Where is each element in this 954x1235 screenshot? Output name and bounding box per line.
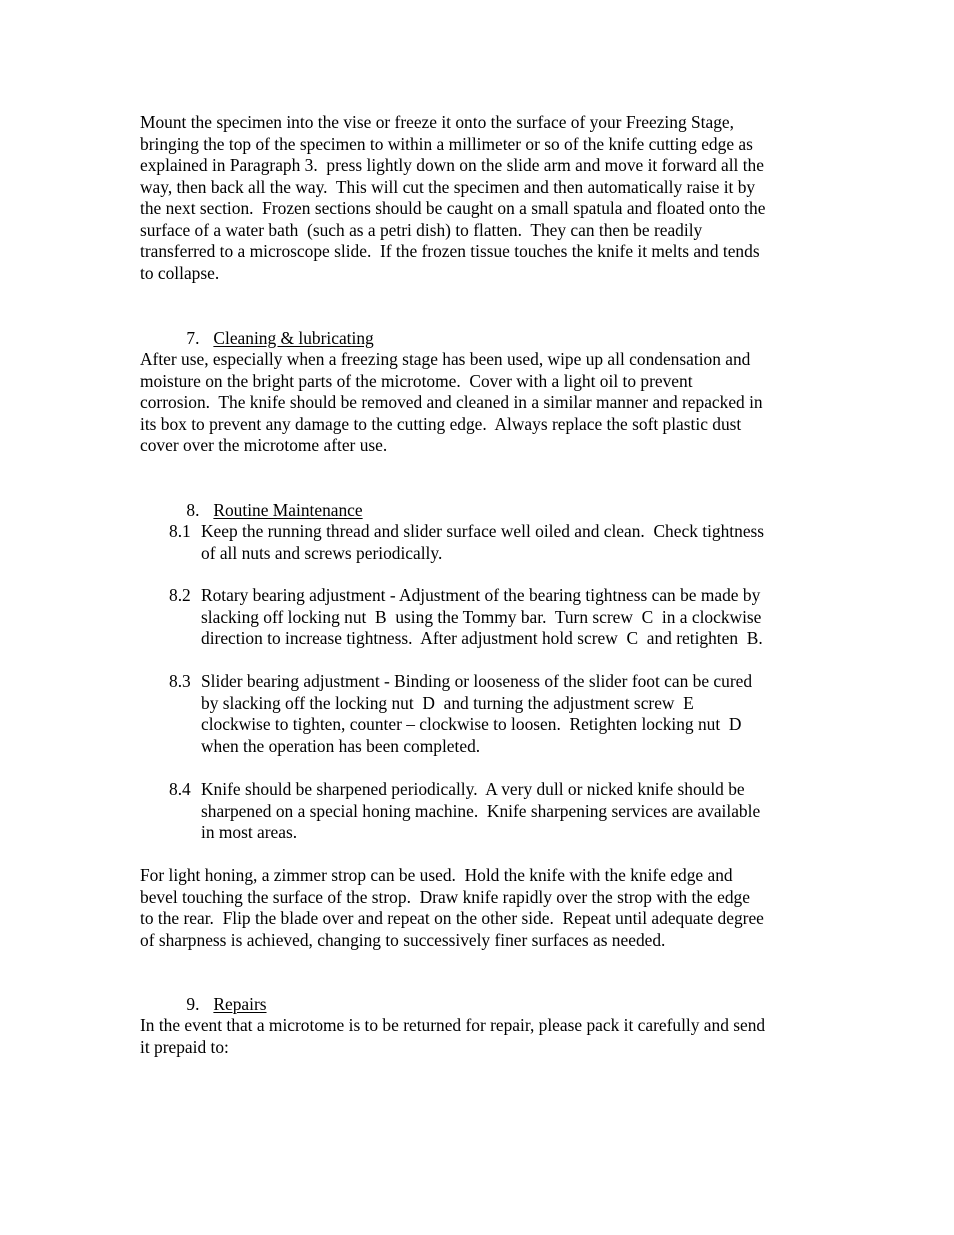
text-line: moisture on the bright parts of the microtome. Cover with a light oil to prevent <box>140 370 693 391</box>
text-line: In the event that a microtome is to be returned for repair, please pack it carefully and send <box>140 1015 766 1035</box>
text-line: bevel touching the surface of the strop. Draw knife rapidly over the strop with the edge <box>140 886 750 907</box>
text-line: when the operation has been completed. <box>201 735 481 756</box>
text-line: Keep the running thread and slider surface well oiled and clean. Check tightness <box>201 521 765 541</box>
text-line: to the rear. Flip the blade over and repeat on the other side. Repeat until adequate degree <box>140 908 764 928</box>
text-line: Slider bearing adjustment - Binding or looseness of the slider foot can be cured <box>201 671 753 691</box>
text-line: For light honing, a zimmer strop can be used. Hold the knife with the knife edge and <box>140 865 733 885</box>
section-title: Routine Maintenance <box>213 499 363 520</box>
list-item <box>169 521 849 564</box>
list-item <box>169 585 849 650</box>
text-line: slacking off locking nut B using the Tommy bar. Turn screw C in a clockwise <box>201 606 762 627</box>
section-number: 9. <box>186 993 200 1014</box>
text-line: explained in Paragraph 3. press lightly down on the slide arm and move it forward all the <box>140 155 764 175</box>
repairs-paragraph <box>140 1015 830 1058</box>
item-number: 8.2 <box>169 585 191 605</box>
section-title: Cleaning & lubricating <box>213 327 374 348</box>
text-line: sharpened on a special honing machine. Knife sharpening services are available <box>201 800 761 821</box>
text-line: Knife should be sharpened periodically. A very dull or nicked knife should be <box>201 779 745 799</box>
item-number: 8.4 <box>169 779 191 799</box>
text-line: transferred to a microscope slide. If the frozen tissue touches the knife it melts and tends <box>140 241 760 261</box>
text-line: by slacking off the locking nut D and turning the adjustment screw E <box>201 692 694 713</box>
text-line: it prepaid to: <box>140 1036 229 1057</box>
cleaning-paragraph <box>140 349 830 457</box>
text-line: to collapse. <box>140 262 220 283</box>
text-line: way, then back all the way. This will cut the specimen and then automatically raise it by <box>140 176 756 197</box>
text-line: corrosion. The knife should be removed and cleaned in a similar manner and repacked in <box>140 392 763 412</box>
section-number: 8. <box>186 499 200 520</box>
honing-paragraph <box>140 865 830 951</box>
text-line: surface of a water bath (such as a petri dish) to flatten. They can then be readily <box>140 219 703 240</box>
list-item <box>169 671 849 757</box>
text-line: its box to prevent any damage to the cutting edge. Always replace the soft plastic dust <box>140 413 742 434</box>
text-line: direction to increase tightness. After adjustment hold screw C and retighten B. <box>201 628 763 648</box>
text-line: bringing the top of the specimen to within a millimeter or so of the knife cutting edge as <box>140 133 753 154</box>
text-line: clockwise to tighten, counter – clockwise to loosen. Retighten locking nut D <box>201 714 742 734</box>
intro-paragraph <box>140 112 830 284</box>
text-line: After use, especially when a freezing stage has been used, wipe up all condensation and <box>140 349 751 369</box>
section-title: Repairs <box>213 993 267 1014</box>
text-line: Mount the specimen into the vise or freeze it onto the surface of your Freezing Stage, <box>140 112 734 132</box>
item-number: 8.3 <box>169 671 191 691</box>
text-line: the next section. Frozen sections should be caught on a small spatula and floated onto the <box>140 198 766 218</box>
text-line: of all nuts and screws periodically. <box>201 542 443 563</box>
text-line: of sharpness is achieved, changing to successively finer surfaces as needed. <box>140 929 666 950</box>
item-number: 8.1 <box>169 521 191 541</box>
text-line: in most areas. <box>201 822 298 842</box>
text-line: Rotary bearing adjustment - Adjustment of the bearing tightness can be made by <box>201 585 761 605</box>
section-number: 7. <box>186 327 200 348</box>
text-line: cover over the microtome after use. <box>140 435 388 455</box>
list-item <box>169 779 849 844</box>
